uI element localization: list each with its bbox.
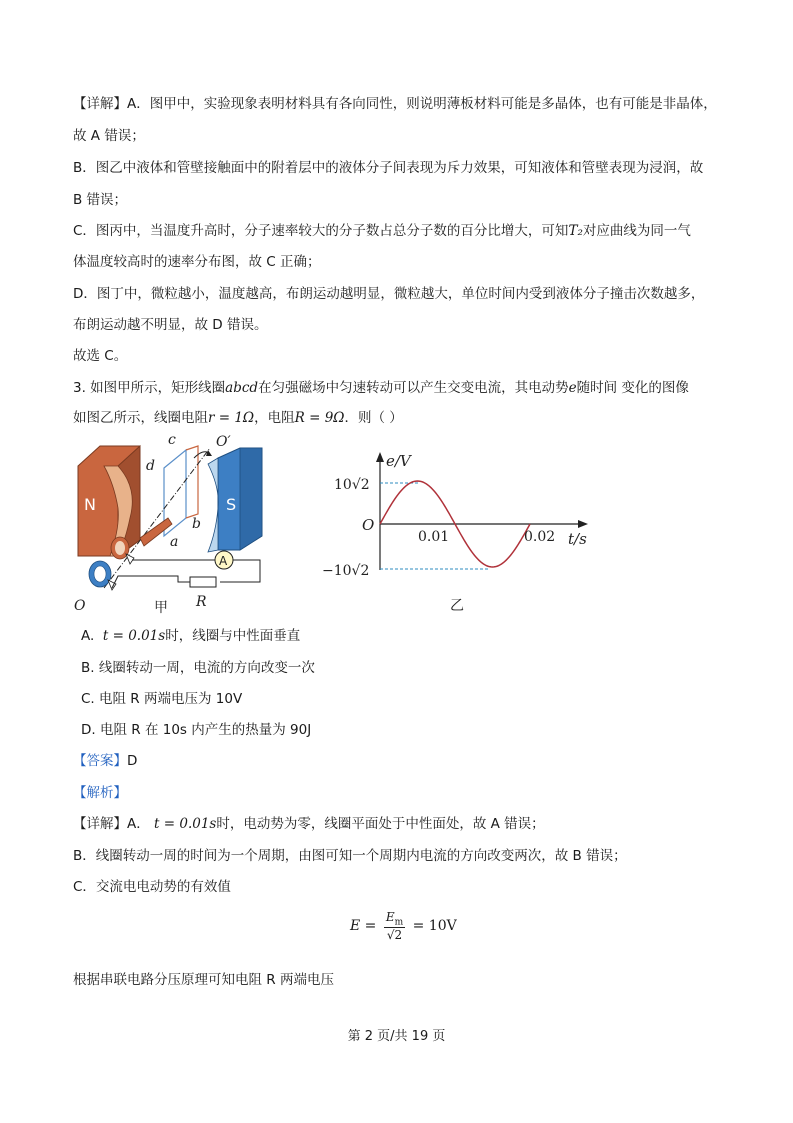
q3-text-1: 3. 如图甲所示，矩形线圈: [73, 380, 226, 396]
explain-d-line: D．图丁中，微粒越小，温度越高，布朗运动越明显，微粒越大，单位时间内受到液体分子撞击次数越多，: [73, 286, 705, 302]
explain-c-text-2: 对应曲线为同一气: [582, 223, 691, 239]
ammeter-label: A: [219, 554, 228, 568]
formula-lhs: E =: [350, 918, 377, 935]
x-axis-label: t/s: [568, 530, 587, 548]
answer-value: D: [127, 753, 138, 769]
formula-em-sub: m: [394, 917, 404, 928]
explain-c-text: C．图丙中，当温度升高时，分子速率较大的分子数占总分子数的百分比增大，可知: [73, 223, 569, 239]
option-a: [81, 626, 300, 646]
option-a-time: t = 0.01s: [102, 628, 166, 644]
explain-a-line-2: 故 A 错误；: [73, 128, 145, 144]
magnet-n-label: N: [84, 495, 96, 514]
label-b: b: [192, 516, 201, 532]
option-d: D. 电阻 R 在 10s 内产生的热量为 90J: [81, 722, 312, 738]
formula-sqrt2: √2: [386, 928, 403, 943]
resistor: [190, 577, 216, 587]
label-d: d: [146, 458, 155, 474]
x-tick-002: 0.02: [524, 529, 556, 545]
caption-jia: 甲: [154, 600, 168, 616]
answer-line: [73, 751, 137, 771]
magnet-s-label: S: [226, 495, 237, 514]
formula-em: E: [385, 910, 395, 924]
explain-b-line: B．图乙中液体和管壁接触面中的附着层中的液体分子间表现为斥力效果，可知液体和管壁表现为浸润，故: [73, 160, 704, 176]
analysis-label: 【解析】: [73, 785, 127, 801]
y-trough-label: −10√2: [322, 563, 370, 579]
rms-formula: [350, 910, 457, 942]
explain-c-line-2: 体温度较高时的速率分布图，故 C 正确；: [73, 254, 321, 270]
explain-b2-line: B．线圈转动一周的时间为一个周期，由图可知一个周期内电流的方向改变两次，故 B 错误；: [73, 848, 627, 864]
r-value: r = 1Ω: [208, 410, 255, 426]
q3-text-6: ．则（ ）: [344, 410, 403, 426]
q3-text-2: 在匀强磁场中匀速转动可以产生交变电流，其电动势: [258, 380, 569, 396]
label-o-prime: O′: [216, 434, 231, 450]
t2-symbol: T₂: [568, 223, 583, 239]
explain-a2-time: t = 0.01s: [154, 816, 217, 832]
explain-a2-text: 时，电动势为零，线圈平面处于中性面处，故 A 错误；: [216, 816, 545, 832]
explain-d-line-2: 布朗运动越不明显，故 D 错误。: [73, 317, 268, 333]
option-c: C. 电阻 R 两端电压为 10V: [81, 691, 243, 707]
explain-a2-line: [73, 814, 545, 834]
q3-text-3: 随时间 变化的图像: [576, 380, 689, 396]
label-a: a: [170, 534, 179, 550]
explain-last-line: 根据串联电路分压原理可知电阻 R 两端电压: [73, 972, 334, 988]
formula-rhs: = 10V: [412, 918, 457, 935]
question-3-line-2: [73, 408, 403, 428]
q3-text-4: 如图乙所示，线圈电阻: [73, 410, 208, 426]
R-value: R = 9Ω: [294, 410, 345, 426]
explain-c2-line: C．交流电电动势的有效值: [73, 879, 231, 895]
option-b: B. 线圈转动一周，电流的方向改变一次: [81, 660, 315, 676]
option-a-letter: A.: [81, 628, 95, 644]
explain-b-line-2: B 错误；: [73, 192, 128, 208]
formula-fraction: [384, 910, 405, 942]
choose-c-line: 故选 C。: [73, 348, 128, 364]
option-a-text: 时，线圈与中性面垂直: [165, 628, 301, 644]
page-footer: 第 2 页/共 19 页: [347, 1029, 446, 1044]
label-o: O: [74, 598, 86, 614]
abcd-symbol: abcd: [225, 380, 259, 396]
answer-label: 【答案】: [73, 753, 127, 769]
y-axis-label: e/V: [386, 452, 411, 470]
explain-a2-prefix: 【详解】A．: [73, 816, 150, 832]
question-3-line-1: [73, 378, 689, 398]
y-peak-label: 10√2: [334, 477, 370, 493]
q3-text-5: ，电阻: [254, 410, 295, 426]
explain-a-line: 【详解】A．图甲中，实验现象表明材料具有各向同性，则说明薄板材料可能是多晶体，也有可能是非晶体，: [73, 96, 717, 112]
label-c: c: [168, 432, 176, 448]
origin-label: O: [362, 516, 375, 534]
explain-c-line: [73, 221, 691, 241]
caption-yi: 乙: [450, 598, 464, 614]
x-tick-001: 0.01: [418, 529, 450, 545]
figure-yi: [320, 448, 600, 618]
e-symbol: e: [568, 380, 577, 396]
label-r: R: [196, 594, 207, 610]
figure-jia: [68, 428, 268, 616]
